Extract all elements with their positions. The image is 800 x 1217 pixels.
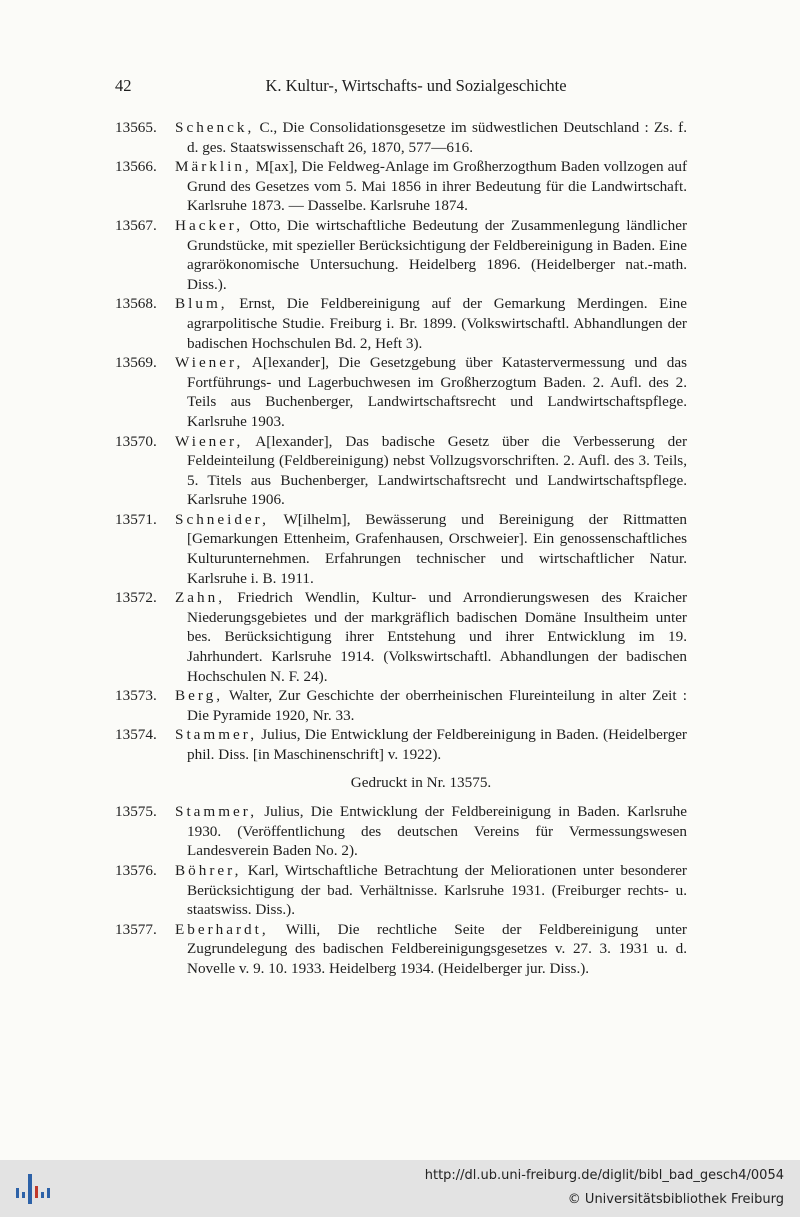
bibliography-entry — [115, 861, 687, 920]
entry-number: 13573. — [115, 687, 157, 705]
entry-number: 13567. — [115, 216, 157, 234]
entry-body — [175, 686, 687, 725]
bibliography-entry — [115, 588, 687, 686]
entry-body — [175, 588, 687, 686]
bibliography-entry — [115, 920, 687, 979]
entry-body — [175, 118, 687, 157]
entry-number: 13572. — [115, 589, 157, 607]
footer-bar — [0, 1160, 800, 1217]
entry-author: Hacker, — [175, 216, 244, 234]
printed-in-note: Gedruckt in Nr. 13575. — [350, 773, 492, 791]
entry-text: C., Die Consolidationsgesetze im südwestlichen Deutschland : Zs. f. d. ges. Staatswissenschaft 26, 1870, 577—616. — [187, 119, 687, 156]
bibliography-entry — [115, 686, 687, 725]
running-head: K. Kultur-, Wirtschafts- und Sozialgeschichte — [265, 76, 567, 95]
bibliography-entry — [115, 157, 687, 216]
entry-text: Willi, Die rechtliche Seite der Feldbereinigung unter Zugrundelegung des badischen Feldbereinigungsgesetzes v. 27. 3. 1931 u. d. Novelle v. 9. 10. 1933. Heidelberg 1934. (Heidelberger jur. Diss.). — [187, 920, 687, 977]
bibliography-list — [115, 118, 687, 979]
entry-text: Otto, Die wirtschaftliche Bedeutung der Zusammenlegung ländlicher Grundstücke, mit spezieller Berücksichtigung der Feldbereinigung in Baden. Eine agrarökonomische Untersuchung. Heidelberg 1896. (Heidelberger nat.-math. Diss.). — [187, 216, 687, 293]
entry-author: Schenck, — [175, 119, 255, 136]
ub-freiburg-logo-icon[interactable] — [12, 1170, 52, 1208]
entry-number: 13577. — [115, 920, 157, 938]
entry-text: Julius, Die Entwicklung der Feldbereinigung in Baden. (Heidelberger phil. Diss. [in Maschinenschrift] v. 1922). — [187, 726, 687, 763]
entry-text: W[ilhelm], Bewässerung und Bereinigung der Rittmatten [Gemarkungen Ettenheim, Grafenhausen, Orschweier]. Ein genossenschaftliches Kulturunternehmen. Erfahrungen technischer und wirtschaftlicher Natur. Karlsruhe i. B. 1911. — [187, 510, 687, 587]
entry-author: Berg, — [175, 687, 224, 705]
entry-number: 13575. — [115, 803, 157, 821]
bibliography-entry — [115, 118, 687, 157]
entry-body — [175, 157, 687, 216]
entry-text: Walter, Zur Geschichte der oberrheinischen Flureinteilung in alter Zeit : Die Pyramide 1920, Nr. 33. — [187, 687, 687, 724]
source-url[interactable]: http://dl.ub.uni-freiburg.de/diglit/bibl_bad_gesch4/0054 — [424, 1168, 784, 1183]
bibliography-entry — [115, 432, 687, 510]
copyright-notice: © Universitätsbibliothek Freiburg — [567, 1192, 784, 1207]
entry-number: 13570. — [115, 432, 157, 450]
entry-author: Stammer, — [175, 803, 258, 821]
entry-author: Blum, — [175, 295, 228, 313]
entry-number: 13566. — [115, 158, 157, 176]
bibliography-entry — [115, 725, 687, 764]
entry-number: 13576. — [115, 861, 157, 879]
entry-body — [175, 861, 687, 920]
entry-text: M[ax], Die Feldweg-Anlage im Großherzogthum Baden vollzogen auf Grund des Gesetzes vom 5. Mai 1856 in ihrer Bedeutung für die Landwirtschaft. Karlsruhe 1873. — Dasselbe. Karlsruhe 1874. — [187, 158, 687, 215]
entry-number: 13571. — [115, 510, 157, 528]
entry-author: Märklin, — [175, 158, 252, 176]
entry-body — [175, 920, 687, 979]
entry-number: 13568. — [115, 295, 157, 313]
entry-number: 13569. — [115, 354, 157, 372]
entries-before — [115, 118, 687, 765]
bibliography-entry — [115, 510, 687, 588]
entry-body — [175, 294, 687, 353]
entry-body — [175, 432, 687, 510]
entry-number: 13574. — [115, 726, 157, 744]
entry-author: Böhrer, — [175, 861, 242, 879]
entry-author: Wiener, — [175, 354, 244, 372]
entry-body — [175, 510, 687, 588]
entry-author: Stammer, — [175, 726, 258, 744]
page-number: 42 — [115, 76, 132, 95]
entry-body — [175, 216, 687, 294]
entry-author: Schneider, — [175, 510, 269, 528]
entry-body — [175, 725, 687, 764]
bibliography-entry — [115, 353, 687, 431]
entry-text: Karl, Wirtschaftliche Betrachtung der Meliorationen unter besonderer Berücksichtigung der bad. Verhältnisse. Karlsruhe 1931. (Freiburger rechts- u. staatswiss. Diss.). — [187, 861, 687, 919]
entry-author: Eberhardt, — [175, 920, 269, 938]
bibliography-entry — [115, 294, 687, 353]
bibliography-entry — [115, 802, 687, 861]
entry-text: A[lexander], Das badische Gesetz über die Verbesserung der Feldeinteilung (Feldbereinigung) nebst Vollzugsvorschriften. 2. Aufl. des 3. Teils, 5. Titels aus Buchenberger, Landwirtschaftsrecht und Landwirtschaftspflege. Karlsruhe 1906. — [187, 432, 687, 509]
entry-body — [175, 802, 687, 861]
entry-text: A[lexander], Die Gesetzgebung über Katastervermessung und das Fortführungs- und Lagerbuchwesen im Großherzogtum Baden. 2. Aufl. des 2. Teils aus Buchenberger, Landwirtschaftsrecht und Landwirtschaftspflege. Karlsruhe 1903. — [187, 354, 687, 430]
entry-text: Ernst, Die Feldbereinigung auf der Gemarkung Merdingen. Eine agrarpolitische Studie. Freiburg i. Br. 1899. (Volkswirtschaftl. Abhandlungen der badischen Hochschulen Bd. 2, Heft 3). — [187, 295, 687, 352]
entry-text: Julius, Die Entwicklung der Feldbereinigung in Baden. Karlsruhe 1930. (Veröffentlichung des deutschen Vereins für Vermessungswesen Landesverein Baden No. 2). — [187, 803, 687, 860]
page-header — [115, 76, 687, 100]
entry-number: 13565. — [115, 119, 157, 136]
entry-body — [175, 353, 687, 431]
bibliography-entry — [115, 216, 687, 294]
entry-author: Wiener, — [175, 432, 244, 450]
entries-after — [115, 802, 687, 978]
entry-author: Zahn, — [175, 589, 226, 607]
entry-text: Friedrich Wendlin, Kultur- und Arrondierungswesen des Kraicher Niederungsgebietes und der markgräflich badischen Domäne Insultheim unter bes. Berücksichtigung ihrer Entstehung und ihrer Entwicklung im 19. Jahrhundert. Karlsruhe 1914. (Volkswirtschaftl. Abhandlungen der badischen Hochschulen N. F. 24). — [187, 589, 687, 685]
